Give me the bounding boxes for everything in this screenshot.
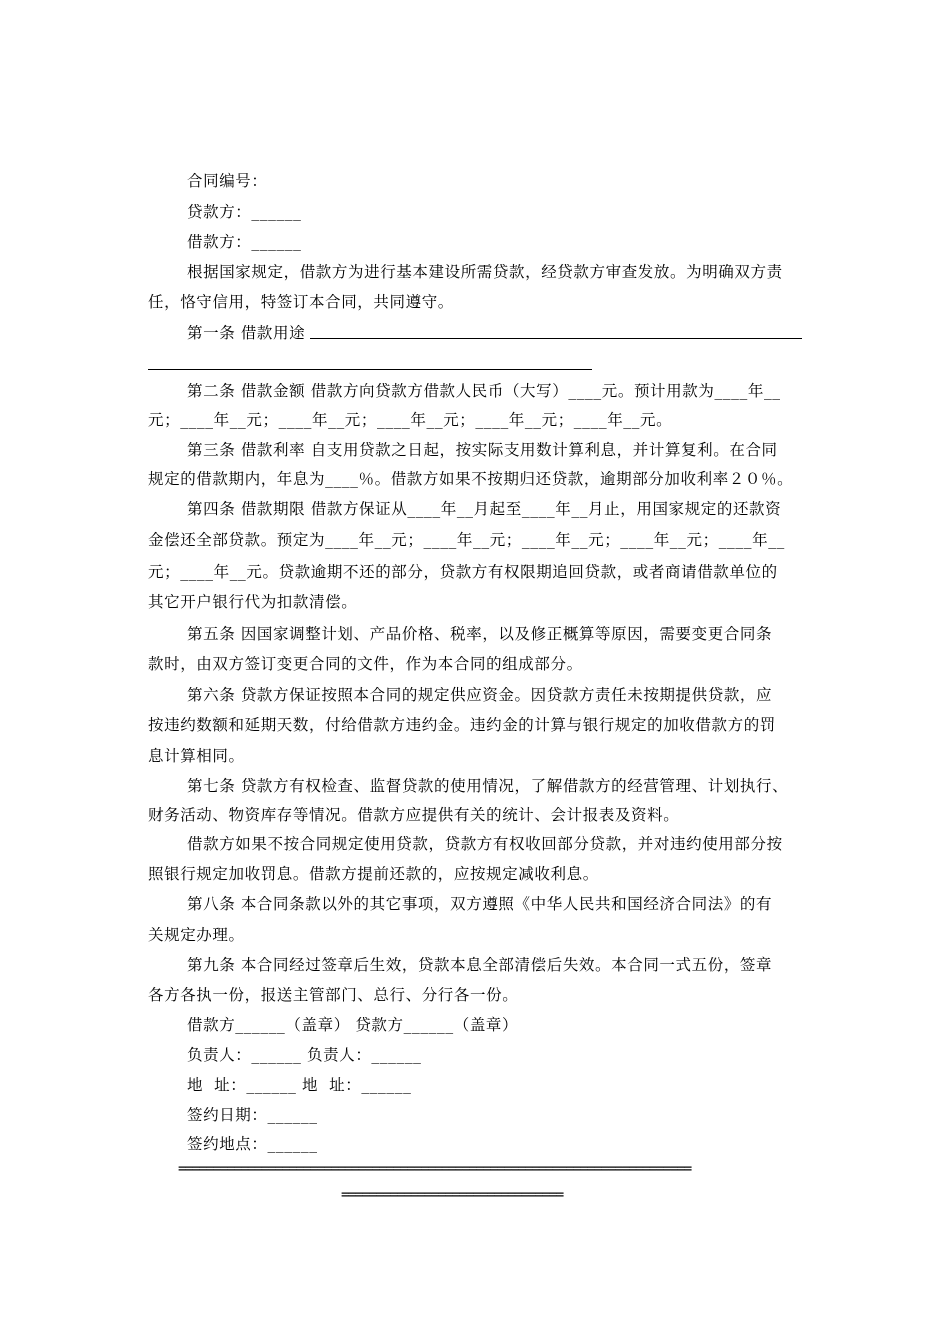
article-2-line-2: 元；____年__元；____年__元；____年__元；____年__元；____年__元。 bbox=[148, 411, 673, 429]
article-4-line-3: 元；____年__元。贷款逾期不还的部分，贷款方有权限期追回贷款，或者商请借款单位的 bbox=[148, 563, 778, 581]
intro-line-1: 根据国家规定，借款方为进行基本建设所需贷款，经贷款方审查发放。为明确双方责 bbox=[187, 263, 783, 281]
signature-address: 地 址：______ 地 址：______ bbox=[187, 1076, 412, 1094]
article-7-line-2: 财务活动、物资库存等情况。借款方应提供有关的统计、会计报表及资料。 bbox=[148, 806, 680, 824]
article-1-title: 第一条 借款用途 bbox=[187, 324, 306, 342]
footer-separator-1: ========================================================================== bbox=[178, 1161, 691, 1177]
article-4-line-4: 其它开户银行代为扣款清偿。 bbox=[148, 593, 358, 611]
article-7b-line-2: 照银行规定加收罚息。借款方提前还款的，应按规定减收利息。 bbox=[148, 865, 599, 883]
article-7-line-1: 第七条 贷款方有权检查、监督贷款的使用情况，了解借款方的经营管理、计划执行、 bbox=[187, 777, 789, 795]
intro-line-2: 任，恪守信用，特签订本合同，共同遵守。 bbox=[148, 293, 454, 311]
signature-place: 签约地点：______ bbox=[187, 1135, 318, 1153]
article-6-line-2: 按违约数额和延期天数，付给借款方违约金。违约金的计算与银行规定的加收借款方的罚 bbox=[148, 716, 776, 734]
article-9-line-1: 第九条 本合同经过签章后生效，贷款本息全部清偿后失效。本合同一式五份，签章 bbox=[187, 956, 773, 974]
lender-line: 贷款方：______ bbox=[187, 203, 302, 221]
article-4-line-1: 第四条 借款期限 借款方保证从____年__月起至____年__月止，用国家规定的还款资 bbox=[187, 500, 782, 518]
article-3-line-2: 规定的借款期内，年息为____％。借款方如果不按期归还贷款，逾期部分加收利率２０％。 bbox=[148, 470, 794, 488]
article-6-line-1: 第六条 贷款方保证按照本合同的规定供应资金。因贷款方责任未按期提供贷款，应 bbox=[187, 686, 773, 704]
article-4-line-2: 金偿还全部贷款。预定为____年__元；____年__元；____年__元；____年__元；____年__ bbox=[148, 531, 785, 549]
article-6-line-3: 息计算相同。 bbox=[148, 747, 245, 765]
article-5-line-1: 第五条 因国家调整计划、产品价格、税率，以及修正概算等原因，需要变更合同条 bbox=[187, 625, 773, 643]
contract-number: 合同编号： bbox=[187, 172, 268, 190]
article-8-line-1: 第八条 本合同条款以外的其它事项，双方遵照《中华人民共和国经济合同法》的有 bbox=[187, 895, 773, 913]
article-3-line-1: 第三条 借款利率 自支用贷款之日起，按实际支用数计算利息，并计算复利。在合同 bbox=[187, 441, 778, 459]
article-2-line-1: 第二条 借款金额 借款方向贷款方借款人民币（大写）____元。预计用款为____年__ bbox=[187, 382, 781, 400]
article-1-blank-rule bbox=[310, 338, 802, 339]
footer-separator-2: ================================ bbox=[341, 1187, 563, 1203]
article-9-line-2: 各方各执一份，报送主管部门、总行、分行各一份。 bbox=[148, 986, 519, 1004]
article-5-line-2: 款时，由双方签订变更合同的文件，作为本合同的组成部分。 bbox=[148, 655, 583, 673]
borrower-line: 借款方：______ bbox=[187, 233, 302, 251]
signature-date: 签约日期：______ bbox=[187, 1106, 318, 1124]
signature-responsible: 负责人：______ 负责人：______ bbox=[187, 1046, 422, 1064]
article-8-line-2: 关规定办理。 bbox=[148, 926, 245, 944]
article-7b-line-1: 借款方如果不按合同规定使用贷款，贷款方有权收回部分贷款，并对违约使用部分按 bbox=[187, 835, 783, 853]
article-1-blank-rule-2 bbox=[148, 369, 592, 370]
signature-parties: 借款方______（盖章） 贷款方______（盖章） bbox=[187, 1016, 519, 1034]
